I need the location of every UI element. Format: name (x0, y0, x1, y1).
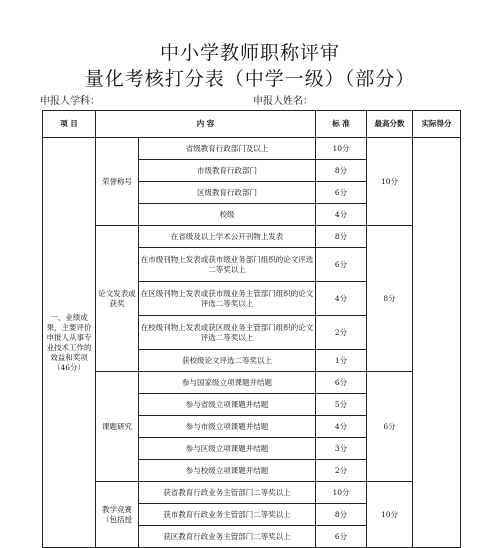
item-text: 获市教育行政业务主管部门二等奖以上 (139, 504, 316, 526)
group-name: 课题研究 (96, 372, 139, 482)
item-text: 校级 (139, 204, 316, 226)
item-standard: 6分 (316, 372, 367, 394)
page-subtitle: 量化考核打分表（中学一级）（部分） (84, 68, 416, 90)
item-standard: 6分 (316, 526, 367, 548)
page-title: 中小学教师职称评审 (159, 42, 340, 64)
item-standard: 10分 (316, 482, 367, 504)
item-text: 参与市级立项课题并结题 (139, 416, 316, 438)
header-content: 内 容 (96, 111, 316, 138)
item-text: 参与省级立项课题并结题 (139, 394, 316, 416)
item-standard: 6分 (316, 248, 367, 282)
group-name: 论文发表或获奖 (96, 226, 139, 372)
item-text: 获区教育行政业务主管部门二等奖以上 (139, 526, 316, 548)
item-text: 在区级刊物上发表或获市级业务主管部门组织的论文评选二等奖以上 (139, 282, 316, 316)
item-standard: 10分 (316, 138, 367, 160)
item-text: 获校级论文评选二等奖以上 (139, 350, 316, 372)
item-text: 在省级及以上学术公开刊物上发表 (139, 226, 316, 248)
item-standard: 2分 (316, 316, 367, 350)
item-text: 参与区级立项课题并结题 (139, 438, 316, 460)
group-max-score: 6分 (367, 372, 413, 482)
table-row (43, 226, 461, 248)
group-name: 教学竞赛（包括授 (96, 482, 139, 548)
item-standard: 3分 (316, 438, 367, 460)
header-standard: 标 准 (316, 111, 367, 138)
table-row (43, 372, 461, 394)
item-standard: 4分 (316, 204, 367, 226)
item-text: 参与校级立项课题并结题 (139, 460, 316, 482)
item-standard: 4分 (316, 416, 367, 438)
header-max-score: 最高分数 (367, 111, 413, 138)
group-max-score: 10分 (367, 482, 413, 548)
item-text: 区级教育行政部门 (139, 182, 316, 204)
item-standard: 1分 (316, 350, 367, 372)
item-text: 在校级刊物上发表或获区级业务主管部门组织的论文评选二等奖以上 (139, 316, 316, 350)
item-standard: 6分 (316, 182, 367, 204)
applicant-subject-label: 申报人学科： (40, 96, 100, 107)
category-cell: 一、业绩成果，主要评价申报人从事专业技术工作的效益和奖项（46分） (43, 138, 96, 548)
table-row (43, 482, 461, 504)
score-table (42, 110, 461, 548)
group-max-score: 8分 (367, 226, 413, 372)
item-standard: 8分 (316, 160, 367, 182)
group-name: 荣誉称号 (96, 138, 139, 226)
header-actual-score: 实际得分 (413, 111, 461, 138)
item-standard: 8分 (316, 226, 367, 248)
group-max-score: 10分 (367, 138, 413, 226)
table-row (43, 138, 461, 160)
item-text: 在市级刊物上发表或获市级业务部门组织的论文评选二等奖以上 (139, 248, 316, 282)
item-standard: 4分 (316, 282, 367, 316)
item-text: 获省教育行政业务主管部门二等奖以上 (139, 482, 316, 504)
table-header-row (43, 111, 461, 138)
item-standard: 2分 (316, 460, 367, 482)
item-standard: 8分 (316, 504, 367, 526)
item-text: 省级教育行政部门及以上 (139, 138, 316, 160)
applicant-name-label: 申报人姓名： (253, 96, 313, 107)
item-text: 市级教育行政部门 (139, 160, 316, 182)
item-text: 参与国家级立项课题并结题 (139, 372, 316, 394)
header-project: 项 目 (43, 111, 96, 138)
actual-score-cell[interactable] (413, 138, 461, 548)
item-standard: 5分 (316, 394, 367, 416)
